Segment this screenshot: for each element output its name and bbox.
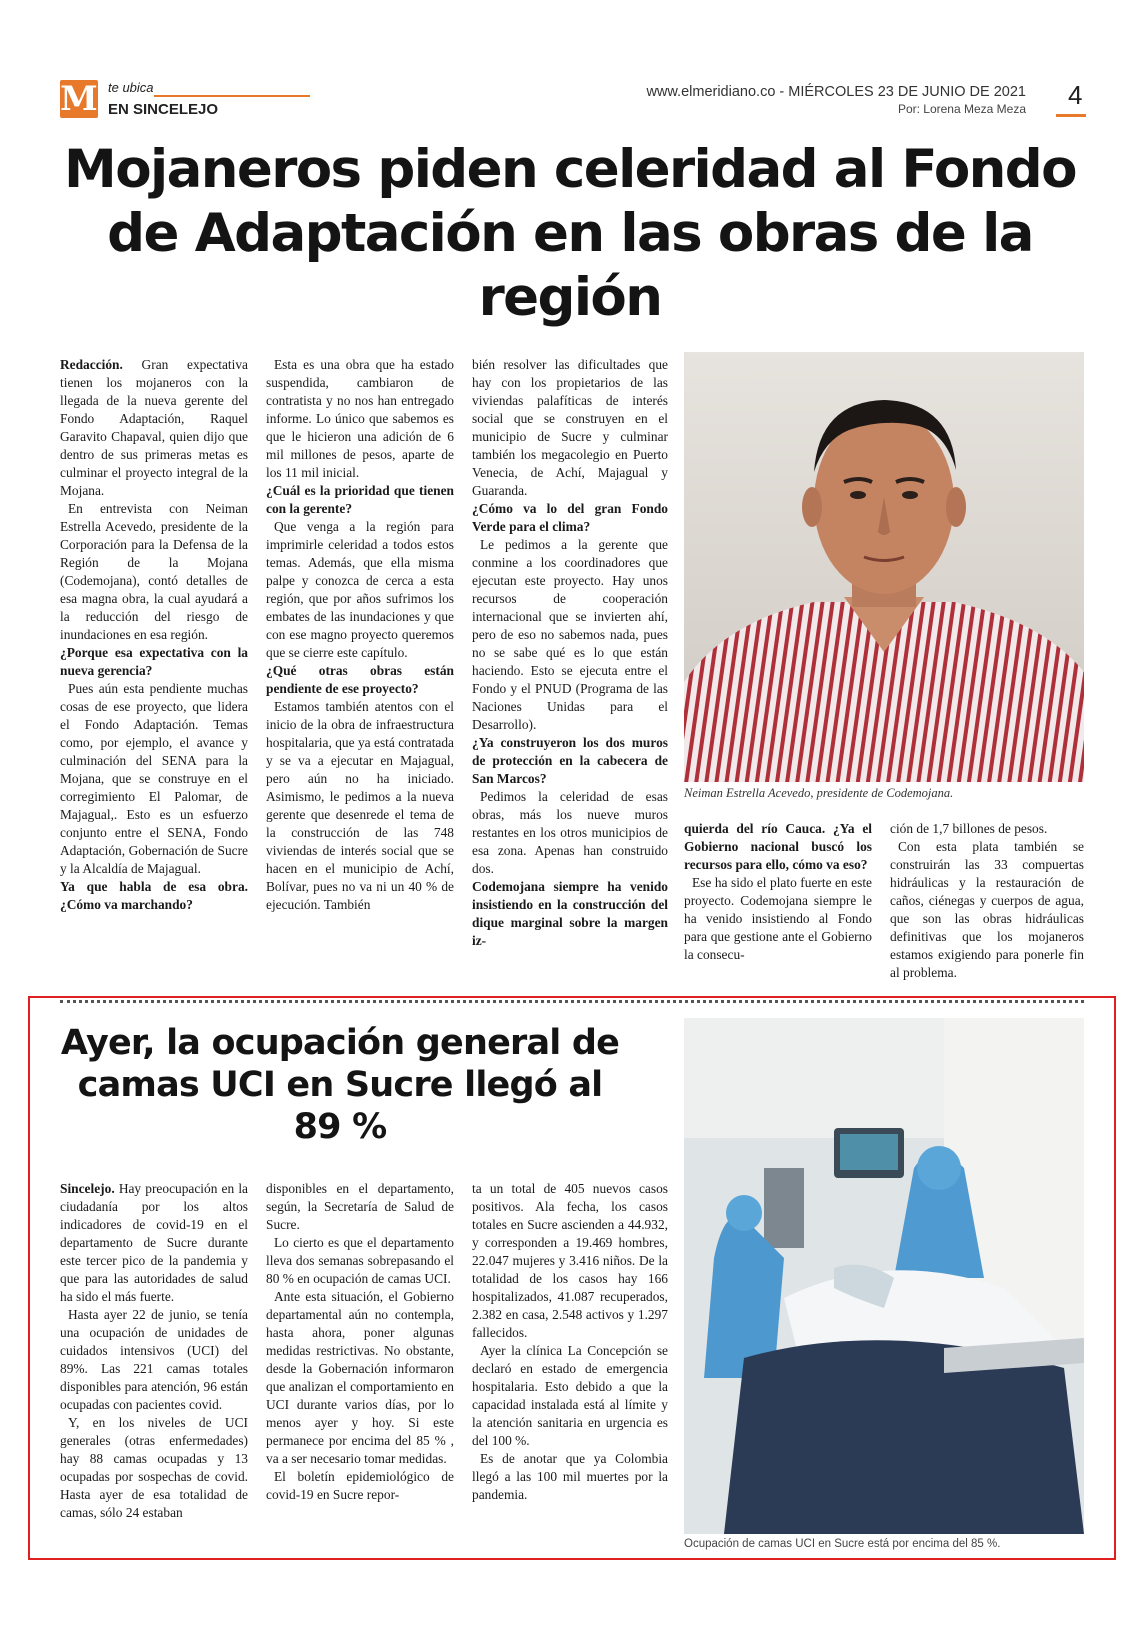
article2-column-3 [472, 1180, 668, 1540]
interview-question: ¿Porque esa expectativa con la nueva gerencia? [60, 645, 248, 678]
section-kicker-small: te ubica [108, 80, 154, 95]
interview-question: ¿Qué otras obras están pendiente de ese proyecto? [266, 663, 454, 696]
interview-question: quierda del río Cauca. ¿Ya el Gobierno nacional buscó los recursos para ello, cómo va eso? [684, 821, 872, 872]
icu-photo [684, 1018, 1084, 1534]
page-number: 4 [1068, 80, 1083, 110]
body-paragraph: Le pedimos a la gerente que conmine a los coordinadores que ejecutan este proyecto. Hay unos recursos de cooperación internacional que se invierten ahí, pero de eso no sabemos nada, pues no se sabe qué es lo que están haciendo. Esto se ejecuta entre el Fondo y el PNUD (Programa de las Naciones Unidas para el Desarrollo). [472, 537, 668, 732]
body-paragraph: Estamos también atentos con el inicio de la obra de infraestructura hospitalaria, que ya está contratada y se va a ejecutar en Majagual, pero aún no ha iniciado. Asimismo, le pedimos a la nueva gerente que desenrede el tema de la construcción de las 748 viviendas de interés social que se hacen en el municipio de Achí, Bolívar, pues no va ni un 40 % de ejecución. También [266, 699, 454, 912]
body-paragraph: Ese ha sido el plato fuerte en este proyecto. Codemojana siempre le ha venido insistiendo al Fondo para que gestione ante el Gobierno la consecu- [684, 875, 872, 962]
interview-question: ¿Ya construyeron los dos muros de protección en la cabecera de San Marcos? [472, 735, 668, 786]
byline: Por: Lorena Meza Meza [897, 102, 1026, 116]
section-kicker: EN SINCELEJO [108, 101, 219, 118]
lead-text: Gran expectativa tienen los mojaneros con la llegada de la nueva gerente del Fondo Adaptación, Raquel Garavito Chapaval, quien dijo que dentro de sus primeras metas es culminar el proyecto integral de la Mojana. [60, 357, 248, 498]
body-paragraph: Esta es una obra que ha estado suspendida, cambiaron de contratista y no nos han entregado informe. Lo único que sabemos es que le hicieron una adición de 6 mil millones de pesos, aparte de los 11 mil inicial. [266, 357, 454, 480]
article1-column-2 [266, 356, 454, 990]
body-paragraph: Que venga a la región para imprimirle celeridad a todos estos temas. Además, que ella misma palpe y conozca de cerca a esta región, que por años sufrimos los embates de las inundaciones y que con ese magno proyecto queremos que se cierre este capítulo. [266, 519, 454, 660]
newspaper-logo: M [60, 79, 98, 119]
body-paragraph: Ayer la clínica La Concepción se declaró en estado de emergencia hospitalaria. Esto debido a que la capacidad instalada está al límite y la atención sanitaria en urgencia es del 100 %. [472, 1343, 668, 1448]
body-paragraph: Es de anotar que ya Colombia llegó a las 100 mil muertes por la pandemia. [472, 1451, 668, 1502]
kicker-rule [154, 95, 310, 97]
interview-question: ¿Cómo va lo del gran Fondo Verde para el clima? [472, 501, 668, 534]
body-paragraph: Pedimos la celeridad de esas obras, más los nueve muros restantes en los otros municipios de esa zona. Apenas han construido dos. [472, 789, 668, 876]
portrait-caption: Neiman Estrella Acevedo, presidente de Codemojana. [684, 786, 954, 800]
body-paragraph: Con esta plata también se construirán las 33 compuertas hidráulicas y la restauración de caños, ciénegas y cuerpos de agua, que son las obras hidráulicas definitivas que los mojaneros estamos exigiendo para ponerle fin al problema. [890, 839, 1084, 980]
dateline: Sincelejo. [60, 1181, 115, 1196]
body-paragraph: bién resolver las dificultades que hay con los propietarios de las viviendas palafíticas de interés social que se construyen en el municipio de Sucre y culminar también los megacolegio en Puerto Venecia, de Achí, Majagual y Guaranda. [472, 357, 668, 498]
article2-column-1 [60, 1180, 248, 1540]
body-paragraph: Y, en los niveles de UCI generales (otras enfermedades) hay 88 camas ocupadas y 13 ocupadas por sospechas de covid. Hasta ayer de esa totalidad de camas, sólo 24 estaban [60, 1415, 248, 1520]
body-paragraph: ta un total de 405 nuevos casos positivos. Ala fecha, los casos totales en Sucre ascienden a 44.932, y corresponden a 19.469 hombres, 22.047 mujeres y 3.416 niños. De la totalidad de los casos hay 166 hospitalizados, 41.087 recuperados, 2.382 en casa, 2.548 activos y 1.297 fallecidos. [472, 1181, 668, 1340]
body-paragraph: Pues aún esta pendiente muchas cosas de ese proyecto, que lidera el Fondo Adaptación. Temas como, por ejemplo, el avance y culminación del SENA para la Mojana, que se construye en el corregimiento El Palomar, de Majagual,. Esto es un esfuerzo conjunto entre el SENA, Fondo Adaptación, Gobernación de Sucre y la Alcaldía de Majagual. [60, 681, 248, 876]
lead-text: Hay preocupación en la ciudadanía por los altos indicadores de covid-19 en el departamento de Sucre durante este tercer pico de la pandemia y que para las autoridades de salud ha sido el más fuerte. [60, 1181, 248, 1304]
article1-column-3 [472, 356, 668, 990]
lead-paragraph [60, 356, 248, 500]
portrait-illustration [684, 352, 1084, 782]
interview-question: Codemojana siempre ha venido insistiendo en la construcción del dique marginal sobre la margen iz- [472, 879, 668, 948]
article1-column-5 [890, 820, 1084, 990]
portrait-photo [684, 352, 1084, 782]
icu-illustration [684, 1018, 1084, 1534]
body-paragraph: Ante esta situación, el Gobierno departamental aún no contempla, hasta ahora, poner algunas medidas restrictivas. No obstante, desde la Gobernación informaron que analizan el comportamiento en UCI durante varios días, por lo menos ayer y hoy. Si este permanece por encima del 85 % , va a ser necesario tomar medidas. [266, 1289, 454, 1466]
interview-question: ¿Cuál es la prioridad que tienen con la gerente? [266, 483, 454, 516]
body-paragraph: El boletín epidemiológico de covid-19 en Sucre repor- [266, 1469, 454, 1502]
article2-headline: Ayer, la ocupación general de camas UCI en Sucre llegó al 89 % [60, 1023, 620, 1147]
article2-column-2 [266, 1180, 454, 1540]
lead-paragraph [60, 1180, 248, 1306]
body-paragraph: ción de 1,7 billones de pesos. [890, 821, 1048, 836]
dateline: Redacción. [60, 357, 123, 372]
icu-photo-caption: Ocupación de camas UCI en Sucre está por encima del 85 %. [684, 1538, 1001, 1550]
body-paragraph: disponibles en el departamento, según, la Secretaría de Salud de Sucre. [266, 1181, 454, 1232]
body-paragraph: Hasta ayer 22 de junio, se tenía una ocupación de unidades de cuidados intensivos (UCI) del 89%. Las 221 camas totales disponibles para atención, 96 están ocupadas con pacientes covid. [60, 1307, 248, 1412]
article1-column-4 [684, 820, 872, 990]
article1-column-1 [60, 356, 248, 990]
article1-headline: Mojaneros piden celeridad al Fondo de Adaptación en las obras de la región [64, 139, 1076, 328]
interview-question: Ya que habla de esa obra. ¿Cómo va marchando? [60, 879, 248, 912]
page-number-rule [1056, 114, 1086, 117]
body-paragraph: Lo cierto es que el departamento lleva dos semanas sobrepasando el 80 % en ocupación de camas UCI. [266, 1235, 454, 1286]
body-paragraph: En entrevista con Neiman Estrella Acevedo, presidente de la Corporación para la Defensa de la Región de la Mojana (Codemojana), contó detalles de esa magna obra, la cual ayudará a la reducción del riesgo de inundaciones en esa región. [60, 501, 248, 642]
site-and-date: www.elmeridiano.co - MIÉRCOLES 23 DE JUNIO DE 2021 [646, 84, 1026, 100]
